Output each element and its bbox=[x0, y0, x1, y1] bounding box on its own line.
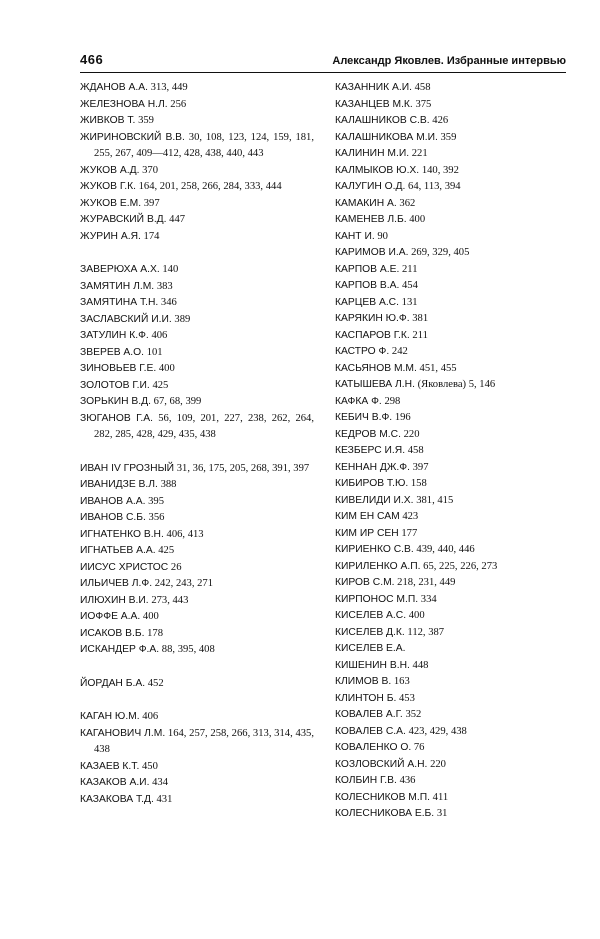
entry-name: КОЛЕСНИКОВ М.П. bbox=[335, 791, 430, 803]
entry-pages: 164, 201, 258, 266, 284, 333, 444 bbox=[138, 181, 282, 192]
entry-pages: 389 bbox=[174, 313, 191, 325]
entry-pages: 90 bbox=[377, 230, 388, 242]
index-entry bbox=[80, 130, 314, 163]
entry-pages: 164, 257, 258, 266, 313, 314, 435, 438 bbox=[94, 727, 314, 755]
index-entry bbox=[335, 245, 569, 262]
entry-name: КОЛЕСНИКОВА Е.Б. bbox=[335, 808, 435, 819]
entry-pages: 375 bbox=[415, 98, 432, 110]
index-entry bbox=[80, 113, 314, 130]
entry-pages: 400 bbox=[409, 214, 426, 225]
index-entry bbox=[335, 559, 569, 576]
index-entry bbox=[80, 196, 314, 213]
entry-name: ЖУКОВ Г.К. bbox=[80, 181, 136, 192]
entry-pages: 452 bbox=[147, 677, 164, 689]
entry-pages: 448 bbox=[412, 659, 429, 671]
entry-name: КАЗАКОВ А.И. bbox=[80, 777, 150, 788]
index-entry bbox=[335, 377, 569, 394]
entry-name: ЗАМЯТИНА Т.Н. bbox=[80, 297, 159, 308]
entry-pages: 269, 329, 405 bbox=[411, 247, 470, 258]
index-entry bbox=[80, 593, 314, 610]
entry-name: КИСЕЛЕВ А.С. bbox=[335, 610, 407, 621]
index-entry bbox=[335, 410, 569, 427]
entry-pages: 242, 243, 271 bbox=[154, 578, 214, 589]
entry-pages: 454 bbox=[402, 280, 418, 291]
entry-name: ЖУКОВ А.Д. bbox=[80, 164, 140, 176]
entry-pages: 273, 443 bbox=[151, 594, 189, 606]
index-entry bbox=[335, 724, 569, 741]
index-entry bbox=[335, 691, 569, 708]
entry-name: КИРПОНОС М.П. bbox=[335, 593, 419, 605]
entry-name: ЗАСЛАВСКИЙ И.И. bbox=[80, 313, 172, 325]
entry-pages: 359 bbox=[138, 115, 154, 126]
entry-name: ИГНАТЬЕВ А.А. bbox=[80, 545, 156, 556]
index-entry bbox=[335, 608, 569, 625]
index-entry bbox=[335, 575, 569, 592]
index-entry bbox=[80, 97, 314, 114]
entry-pages: 434 bbox=[152, 777, 168, 788]
entry-pages: 221 bbox=[411, 148, 428, 159]
entry-pages: 88, 395, 408 bbox=[161, 644, 215, 655]
entry-name: КАЗАЕВ К.Т. bbox=[80, 760, 140, 772]
entry-name: КОВАЛЕНКО О. bbox=[335, 742, 412, 753]
entry-name: КАЛУГИН О.Д. bbox=[335, 181, 406, 192]
entry-name: КАЛАШНИКОВ С.В. bbox=[335, 115, 430, 126]
index-entry bbox=[80, 527, 314, 544]
entry-name: КЛИНТОН Б. bbox=[335, 692, 397, 704]
entry-pages: 395 bbox=[148, 495, 164, 507]
entry-pages: 423 bbox=[402, 511, 419, 522]
entry-name: ИГНАТЕНКО В.Н. bbox=[80, 528, 164, 540]
index-entry bbox=[335, 658, 569, 675]
entry-name: КАРИМОВ И.А. bbox=[335, 247, 409, 258]
entry-pages: 425 bbox=[158, 545, 175, 556]
entry-pages: 196 bbox=[394, 412, 411, 423]
entry-name: КИСЕЛЕВ Д.К. bbox=[335, 626, 405, 638]
entry-name: КАЛАШНИКОВА М.И. bbox=[335, 131, 438, 143]
entry-name: КАРЦЕВ А.С. bbox=[335, 296, 399, 308]
index-entry bbox=[335, 790, 569, 807]
index-entry bbox=[80, 775, 314, 792]
index-entry bbox=[335, 262, 569, 279]
entry-name: ЗОРЬКИН В.Д. bbox=[80, 396, 151, 407]
entry-pages: 453 bbox=[399, 692, 415, 704]
index-entry bbox=[80, 543, 314, 560]
entry-name: КАФКА Ф. bbox=[335, 395, 382, 407]
index-entry bbox=[335, 130, 569, 147]
index-entry bbox=[80, 179, 314, 196]
entry-name: КАМАКИН А. bbox=[335, 197, 397, 209]
index-entry bbox=[335, 146, 569, 163]
entry-pages: 131 bbox=[401, 296, 418, 308]
entry-pages: 76 bbox=[413, 742, 425, 753]
entry-pages: 298 bbox=[384, 395, 401, 407]
index-entry bbox=[80, 642, 314, 659]
index-entry bbox=[80, 312, 314, 329]
entry-name: ИОФФЕ А.А. bbox=[80, 611, 141, 622]
entry-name: КОЗЛОВСКИЙ А.Н. bbox=[335, 758, 428, 770]
letter-group-gap bbox=[80, 692, 314, 709]
entry-name: ЖИВКОВ Т. bbox=[80, 115, 136, 126]
entry-name: КИСЕЛЕВ Е.А. bbox=[335, 643, 406, 654]
entry-pages: 426 bbox=[432, 115, 449, 126]
entry-pages: (Яковлева) 5, 146 bbox=[417, 379, 496, 390]
entry-pages: 220 bbox=[430, 758, 446, 770]
entry-name: КЕБИЧ В.Ф. bbox=[335, 412, 393, 423]
entry-pages: 400 bbox=[142, 611, 159, 622]
entry-name: КИРИЕНКО С.В. bbox=[335, 544, 414, 555]
index-entry bbox=[335, 509, 569, 526]
index-entry bbox=[80, 345, 314, 362]
entry-pages: 64, 113, 394 bbox=[408, 181, 461, 192]
page-header bbox=[80, 52, 566, 73]
index-entry bbox=[335, 229, 569, 246]
entry-pages: 256 bbox=[170, 98, 187, 110]
entry-name: ЖЕЛЕЗНОВА Н.Л. bbox=[80, 98, 168, 110]
page-number: 466 bbox=[80, 52, 104, 67]
index-entry bbox=[335, 493, 569, 510]
index-entry bbox=[335, 773, 569, 790]
entry-name: КЕЗБЕРС И.Я. bbox=[335, 445, 406, 456]
entry-pages: 220 bbox=[403, 428, 420, 440]
entry-pages: 218, 231, 449 bbox=[397, 577, 456, 588]
entry-name: ИСАКОВ В.Б. bbox=[80, 627, 145, 639]
index-entry bbox=[80, 477, 314, 494]
index-entry bbox=[335, 443, 569, 460]
index-entry bbox=[80, 676, 314, 693]
entry-pages: 425 bbox=[152, 379, 169, 391]
index-entry bbox=[80, 494, 314, 511]
entry-name: КИМ ЕН САМ bbox=[335, 511, 400, 522]
entry-pages: 447 bbox=[169, 214, 186, 225]
entry-name: КАЛМЫКОВ Ю.Х. bbox=[335, 164, 420, 176]
entry-pages: 406, 413 bbox=[166, 528, 204, 540]
entry-name: ЖУКОВ Е.М. bbox=[80, 197, 142, 209]
index-entry bbox=[335, 311, 569, 328]
index-entry bbox=[80, 378, 314, 395]
index-entry bbox=[80, 163, 314, 180]
index-entry bbox=[335, 625, 569, 642]
entry-pages: 140 bbox=[162, 264, 179, 275]
entry-name: ЖУРИН А.Я. bbox=[80, 230, 141, 242]
index-entry bbox=[335, 212, 569, 229]
entry-pages: 242 bbox=[391, 346, 408, 357]
entry-pages: 411 bbox=[432, 791, 449, 803]
index-entry bbox=[80, 279, 314, 296]
entry-pages: 381 bbox=[412, 313, 429, 324]
entry-name: КАМЕНЕВ Л.Б. bbox=[335, 214, 407, 225]
index-entry bbox=[80, 709, 314, 726]
entry-pages: 211 bbox=[402, 263, 418, 275]
entry-name: КАЗАННИК А.И. bbox=[335, 82, 412, 93]
entry-name: КАРЯКИН Ю.Ф. bbox=[335, 313, 410, 324]
index-entry bbox=[335, 740, 569, 757]
index-entry bbox=[335, 806, 569, 823]
entry-name: КОВАЛЕВ А.Г. bbox=[335, 709, 403, 720]
index-entry bbox=[335, 163, 569, 180]
entry-name: КАСТРО Ф. bbox=[335, 346, 390, 357]
entry-pages: 406 bbox=[151, 330, 168, 341]
entry-pages: 174 bbox=[143, 230, 160, 242]
entry-name: КЛИМОВ В. bbox=[335, 676, 392, 687]
entry-pages: 30, 108, 123, 124, 159, 181, 255, 267, 409—412, 428, 438, 440, 443 bbox=[94, 131, 314, 159]
entry-name: КИБИРОВ Т.Ю. bbox=[335, 478, 409, 489]
index-entry bbox=[80, 560, 314, 577]
entry-pages: 359 bbox=[440, 131, 457, 143]
entry-pages: 388 bbox=[160, 479, 177, 490]
entry-pages: 177 bbox=[401, 527, 418, 539]
entry-name: ИВАН IV ГРОЗНЫЙ bbox=[80, 462, 175, 474]
entry-name: КАСЬЯНОВ М.М. bbox=[335, 362, 417, 374]
index-entry bbox=[335, 674, 569, 691]
entry-pages: 458 bbox=[407, 445, 424, 456]
entry-name: ЖИРИНОВСКИЙ В.В. bbox=[80, 131, 185, 143]
entry-pages: 400 bbox=[158, 363, 175, 374]
index-entry bbox=[335, 295, 569, 312]
entry-name: ИВАНОВ С.Б. bbox=[80, 512, 146, 523]
entry-pages: 334 bbox=[420, 593, 437, 605]
entry-name: КОЛБИН Г.В. bbox=[335, 775, 397, 786]
entry-name: КИРОВ С.М. bbox=[335, 577, 395, 588]
index-column-right bbox=[335, 80, 569, 823]
index-entry bbox=[335, 97, 569, 114]
entry-name: ИВАНОВ А.А. bbox=[80, 495, 146, 507]
index-entry bbox=[335, 196, 569, 213]
entry-name: ИВАНИДЗЕ В.Л. bbox=[80, 479, 158, 490]
entry-pages: 140, 392 bbox=[421, 164, 459, 176]
index-entry bbox=[80, 394, 314, 411]
index-entry bbox=[335, 394, 569, 411]
index-column-left bbox=[80, 80, 314, 808]
entry-pages: 56, 109, 201, 227, 238, 262, 264, 282, 285, 428, 429, 435, 438 bbox=[94, 412, 314, 440]
entry-pages: 211 bbox=[412, 329, 428, 341]
index-entry bbox=[80, 759, 314, 776]
index-entry bbox=[335, 592, 569, 609]
entry-pages: 439, 440, 446 bbox=[416, 544, 475, 555]
entry-pages: 397 bbox=[143, 197, 160, 209]
entry-name: ЗЮГАНОВ Г.А. bbox=[80, 412, 154, 424]
entry-pages: 346 bbox=[160, 297, 177, 308]
entry-name: КЕДРОВ М.С. bbox=[335, 428, 401, 440]
entry-name: КЕННАН ДЖ.Ф. bbox=[335, 461, 410, 473]
entry-name: КАГАН Ю.М. bbox=[80, 711, 140, 722]
entry-name: ЗВЕРЕВ А.О. bbox=[80, 346, 145, 358]
index-entry bbox=[80, 510, 314, 527]
entry-pages: 381, 415 bbox=[416, 494, 454, 506]
entry-name: ЗАВЕРЮХА А.Х. bbox=[80, 264, 160, 275]
index-entry bbox=[80, 80, 314, 97]
index-entry bbox=[335, 526, 569, 543]
entry-pages: 352 bbox=[405, 709, 422, 720]
entry-name: КАНТ И. bbox=[335, 230, 375, 242]
entry-pages: 383 bbox=[156, 280, 173, 292]
entry-name: КИШЕНИН В.Н. bbox=[335, 659, 410, 671]
entry-pages: 406 bbox=[142, 711, 159, 722]
entry-pages: 31, 36, 175, 205, 268, 391, 397 bbox=[176, 462, 310, 474]
entry-pages: 26 bbox=[170, 561, 182, 573]
index-entry bbox=[80, 609, 314, 626]
index-entry bbox=[80, 461, 314, 478]
entry-pages: 65, 225, 226, 273 bbox=[423, 560, 498, 572]
index-entry bbox=[80, 328, 314, 345]
index-entry bbox=[335, 344, 569, 361]
entry-name: ИИСУС ХРИСТОС bbox=[80, 561, 169, 573]
entry-pages: 362 bbox=[399, 197, 416, 209]
entry-name: КАТЫШЕВА Л.Н. bbox=[335, 379, 415, 390]
index-entry bbox=[335, 641, 569, 658]
entry-pages: 101 bbox=[146, 346, 163, 358]
index-entry bbox=[335, 476, 569, 493]
entry-name: КАЛИНИН М.И. bbox=[335, 148, 410, 159]
entry-pages: 112, 387 bbox=[407, 626, 445, 638]
entry-name: ЗОЛОТОВ Г.И. bbox=[80, 379, 150, 391]
entry-name: КИРИЛЕНКО А.П. bbox=[335, 560, 421, 572]
entry-name: КАЗАНЦЕВ М.К. bbox=[335, 98, 413, 110]
running-title: Александр Яковлев. Избранные интервью bbox=[332, 55, 566, 67]
letter-group-gap bbox=[80, 659, 314, 676]
index-entry bbox=[80, 295, 314, 312]
entry-pages: 423, 429, 438 bbox=[408, 725, 467, 737]
index-entry bbox=[80, 229, 314, 246]
index-entry bbox=[80, 361, 314, 378]
index-entry bbox=[335, 328, 569, 345]
entry-pages: 163 bbox=[393, 676, 410, 687]
index-entry bbox=[335, 179, 569, 196]
entry-pages: 356 bbox=[148, 512, 165, 523]
entry-name: ЙОРДАН Б.А. bbox=[80, 677, 146, 689]
index-entry bbox=[335, 361, 569, 378]
index-entry bbox=[335, 278, 569, 295]
entry-pages: 450 bbox=[141, 760, 158, 772]
index-entry bbox=[80, 262, 314, 279]
index-entry bbox=[335, 757, 569, 774]
entry-name: ИЛЬИЧЕВ Л.Ф. bbox=[80, 578, 153, 589]
entry-name: КАГАНОВИЧ Л.М. bbox=[80, 727, 166, 739]
entry-pages: 370 bbox=[142, 164, 159, 176]
index-entry bbox=[80, 726, 314, 759]
entry-pages: 400 bbox=[408, 610, 425, 621]
entry-name: ИЛЮХИН В.И. bbox=[80, 594, 149, 606]
entry-name: КАСПАРОВ Г.К. bbox=[335, 329, 410, 341]
entry-pages: 458 bbox=[414, 82, 431, 93]
index-entry bbox=[80, 576, 314, 593]
entry-name: ЖУРАВСКИЙ В.Д. bbox=[80, 214, 167, 225]
entry-pages: 158 bbox=[410, 478, 427, 489]
letter-group-gap bbox=[80, 245, 314, 262]
entry-name: КИВЕЛИДИ И.Х. bbox=[335, 494, 414, 506]
entry-pages: 67, 68, 399 bbox=[153, 396, 202, 407]
entry-pages: 313, 449 bbox=[150, 82, 188, 93]
index-entry bbox=[335, 460, 569, 477]
entry-name: ЗАТУЛИН К.Ф. bbox=[80, 330, 149, 341]
index-entry bbox=[80, 626, 314, 643]
index-entry bbox=[80, 792, 314, 809]
entry-name: КОВАЛЕВ С.А. bbox=[335, 725, 406, 737]
entry-name: ЗИНОВЬЕВ Г.Е. bbox=[80, 363, 157, 374]
index-entry bbox=[335, 113, 569, 130]
entry-name: КАЗАКОВА Т.Д. bbox=[80, 793, 154, 805]
entry-pages: 431 bbox=[156, 793, 173, 805]
letter-group-gap bbox=[80, 444, 314, 461]
entry-name: ЖДАНОВ А.А. bbox=[80, 82, 148, 93]
entry-pages: 397 bbox=[412, 461, 429, 473]
index-entry bbox=[335, 80, 569, 97]
entry-pages: 31 bbox=[436, 808, 448, 819]
index-entry bbox=[335, 542, 569, 559]
entry-name: КАРПОВ А.Е. bbox=[335, 263, 400, 275]
entry-pages: 178 bbox=[147, 627, 163, 639]
entry-name: КИМ ИР СЕН bbox=[335, 527, 399, 539]
entry-name: КАРПОВ В.А. bbox=[335, 280, 400, 291]
entry-pages: 436 bbox=[399, 775, 416, 786]
index-entry bbox=[335, 707, 569, 724]
entry-name: ИСКАНДЕР Ф.А. bbox=[80, 644, 160, 655]
index-entry bbox=[80, 411, 314, 444]
entry-pages: 451, 455 bbox=[419, 362, 457, 374]
entry-name: ЗАМЯТИН Л.М. bbox=[80, 280, 155, 292]
index-entry bbox=[80, 212, 314, 229]
index-entry bbox=[335, 427, 569, 444]
